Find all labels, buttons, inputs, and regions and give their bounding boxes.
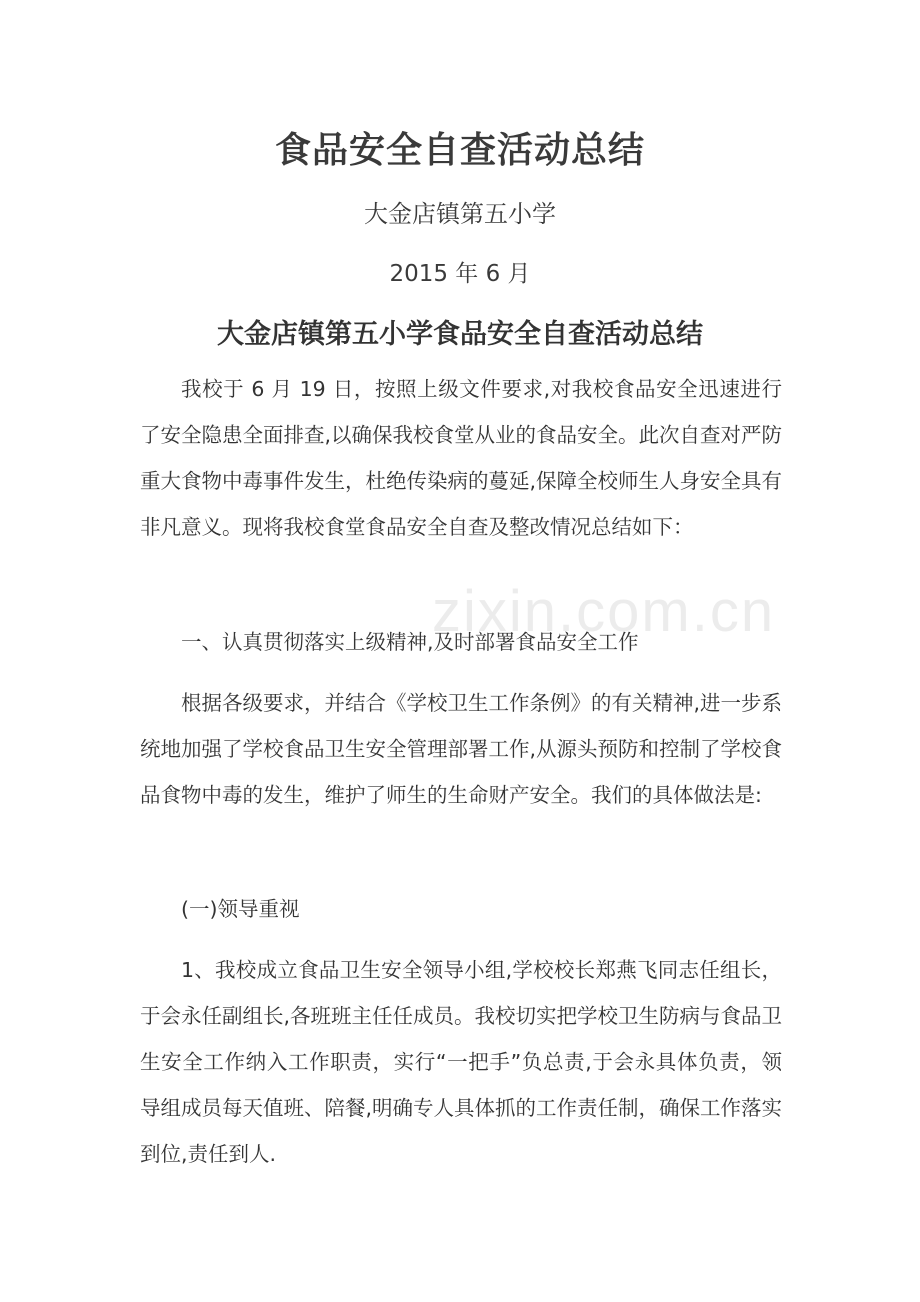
document-title: 食品安全自查活动总结 [274,130,645,171]
document-subtitle: 大金店镇第五小学食品安全自查活动总结 [217,319,703,350]
paragraph-item-1: 1、我校成立食品卫生安全领导小组,学校校长郑燕飞同志任组长，于会永任副组长,各班班主任任成员。我校切实把学校卫生防病与食品卫生安全工作纳入工作职责，实行“一把手”负总责,于会永具体负责，领导组成员每天值班、陪餐,明确专人具体抓的工作责任制，确保工作落实到位,责任到人. [140,958,783,1166]
watermark: zixin.com.cn [432,579,776,644]
document-date: 2015 年 6 月 [389,261,531,287]
paragraph-section-1: 根据各级要求，并结合《学校卫生工作条例》的有关精神,进一步系统地加强了学校食品卫生安全管理部署工作,从源头预防和控制了学校食品食物中毒的发生，维护了师生的生命财产安全。我们的具体做法是: [140,691,783,807]
school-name: 大金店镇第五小学 [364,200,556,228]
paragraph-intro: 我校于 6 月 19 日，按照上级文件要求,对我校食品安全迅速进行了安全隐患全面排查,以确保我校食堂从业的食品安全。此次自查对严防重大食物中毒事件发生，杜绝传染病的蔓延,保障全校师生人身安全具有非凡意义。现将我校食堂食品安全自查及整改情况总结如下： [140,377,783,539]
section-heading-1: 一、认真贯彻落实上级精神,及时部署食品安全工作 [181,630,639,654]
subsection-heading-1: (一)领导重视 [181,897,300,921]
